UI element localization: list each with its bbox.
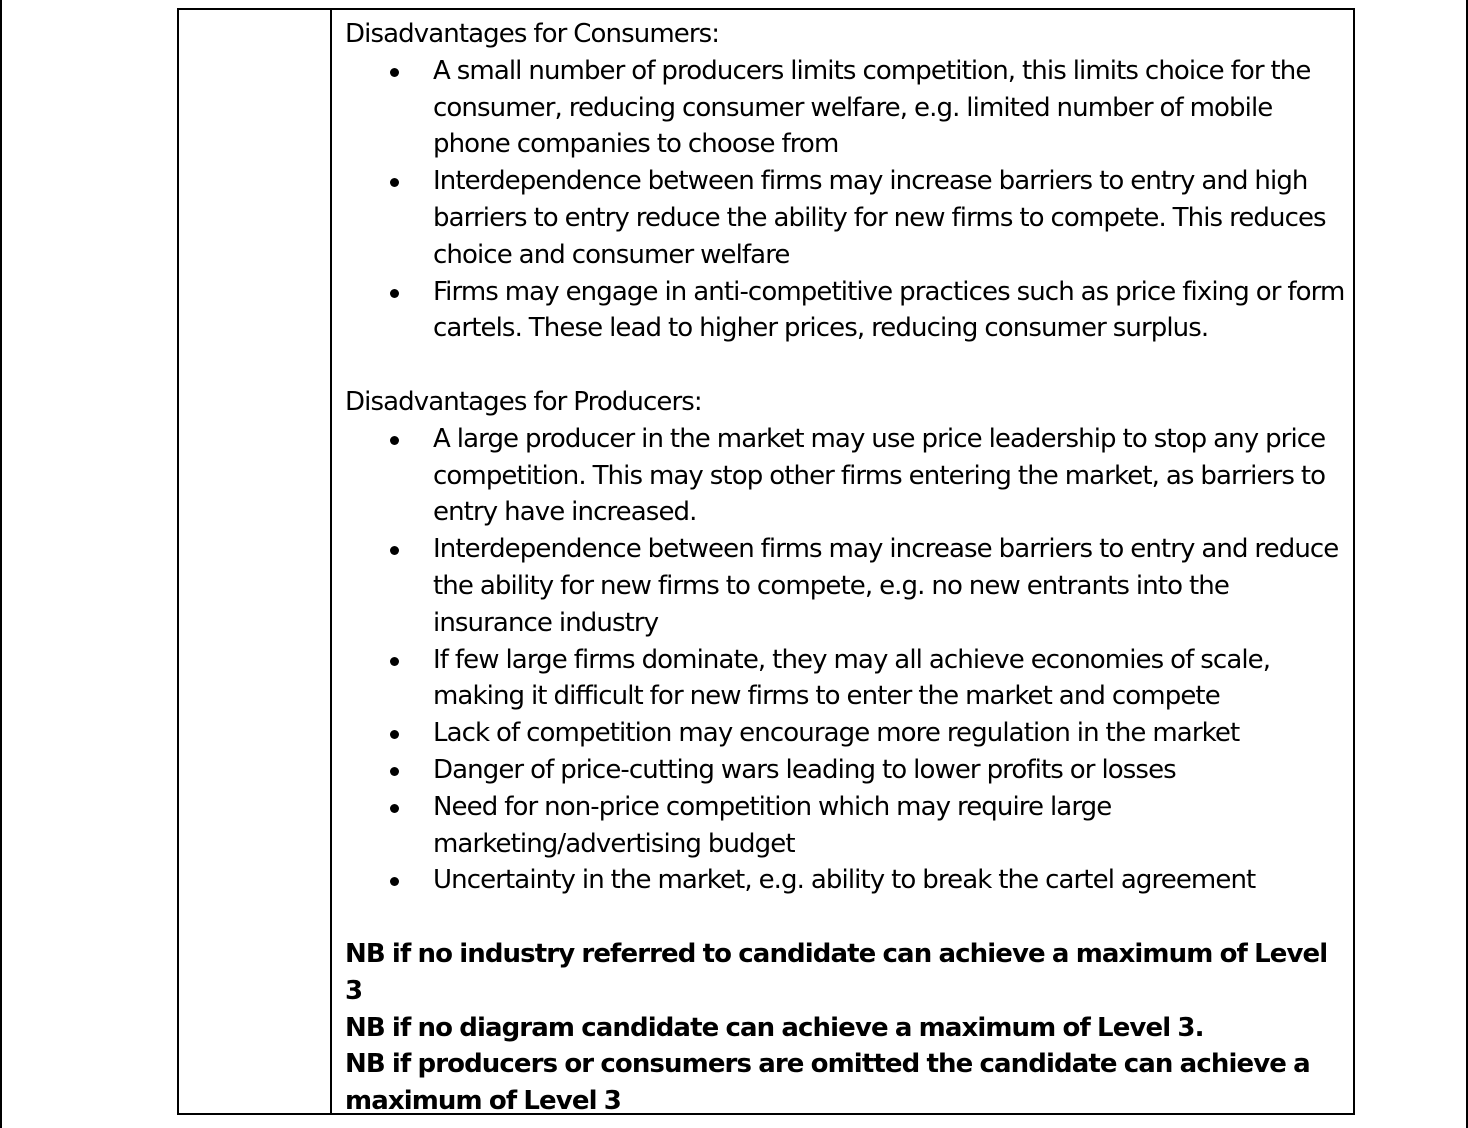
bullet-icon bbox=[390, 546, 399, 555]
list-item: Danger of price-cutting wars leading to lower profits or losses bbox=[345, 752, 1345, 789]
bullet-icon bbox=[390, 657, 399, 666]
list-item: Interdependence between firms may increase barriers to entry and high barriers to entry reduce the ability for new firms to compete. This reduces choice and consumer welfare bbox=[345, 163, 1345, 273]
list-item: If few large firms dominate, they may all achieve economies of scale, making it difficult for new firms to enter the market and compete bbox=[345, 642, 1345, 716]
list-item: Interdependence between firms may increase barriers to entry and reduce the ability for new firms to compete, e.g. no new entrants into the insurance industry bbox=[345, 531, 1345, 641]
nb-note-omitted: NB if producers or consumers are omitted the candidate can achieve a maximum of Level 3 bbox=[345, 1049, 1310, 1117]
bullet-icon bbox=[390, 767, 399, 776]
list-item: A small number of producers limits competition, this limits choice for the consumer, reducing consumer welfare, e.g. limited number of mobile phone companies to choose from bbox=[345, 53, 1345, 163]
nb-note-diagram: NB if no diagram candidate can achieve a maximum of Level 3. bbox=[345, 1012, 1204, 1043]
bullet-icon bbox=[390, 877, 399, 886]
column-divider bbox=[330, 10, 332, 1113]
nb-note-industry: NB if no industry referred to candidate can achieve a maximum of Level 3 bbox=[345, 938, 1328, 1006]
section-spacer bbox=[345, 347, 1345, 384]
list-item: Firms may engage in anti-competitive practices such as price fixing or form cartels. These lead to higher prices, reducing consumer surplus. bbox=[345, 274, 1345, 348]
list-item: Uncertainty in the market, e.g. ability to break the cartel agreement bbox=[345, 862, 1345, 899]
mark-scheme-table bbox=[177, 8, 1355, 1115]
list-item: A large producer in the market may use price leadership to stop any price competition. This may stop other firms entering the market, as barriers to entry have increased. bbox=[345, 421, 1345, 531]
bullet-icon bbox=[390, 730, 399, 739]
bullet-icon bbox=[390, 68, 399, 77]
section-spacer bbox=[345, 899, 1345, 936]
producers-list bbox=[345, 421, 1345, 899]
page-border-left bbox=[0, 0, 2, 1128]
consumers-list bbox=[345, 53, 1345, 347]
list-item: Lack of competition may encourage more regulation in the market bbox=[345, 715, 1345, 752]
guidance-cell bbox=[345, 16, 1345, 1120]
consumers-heading: Disadvantages for Consumers: bbox=[345, 19, 720, 49]
bullet-icon bbox=[390, 289, 399, 298]
producers-heading: Disadvantages for Producers: bbox=[345, 386, 702, 417]
list-item: Need for non-price competition which may require large marketing/advertising budget bbox=[345, 789, 1345, 863]
bullet-icon bbox=[390, 804, 399, 813]
bullet-icon bbox=[390, 178, 399, 187]
bullet-icon bbox=[390, 436, 399, 445]
